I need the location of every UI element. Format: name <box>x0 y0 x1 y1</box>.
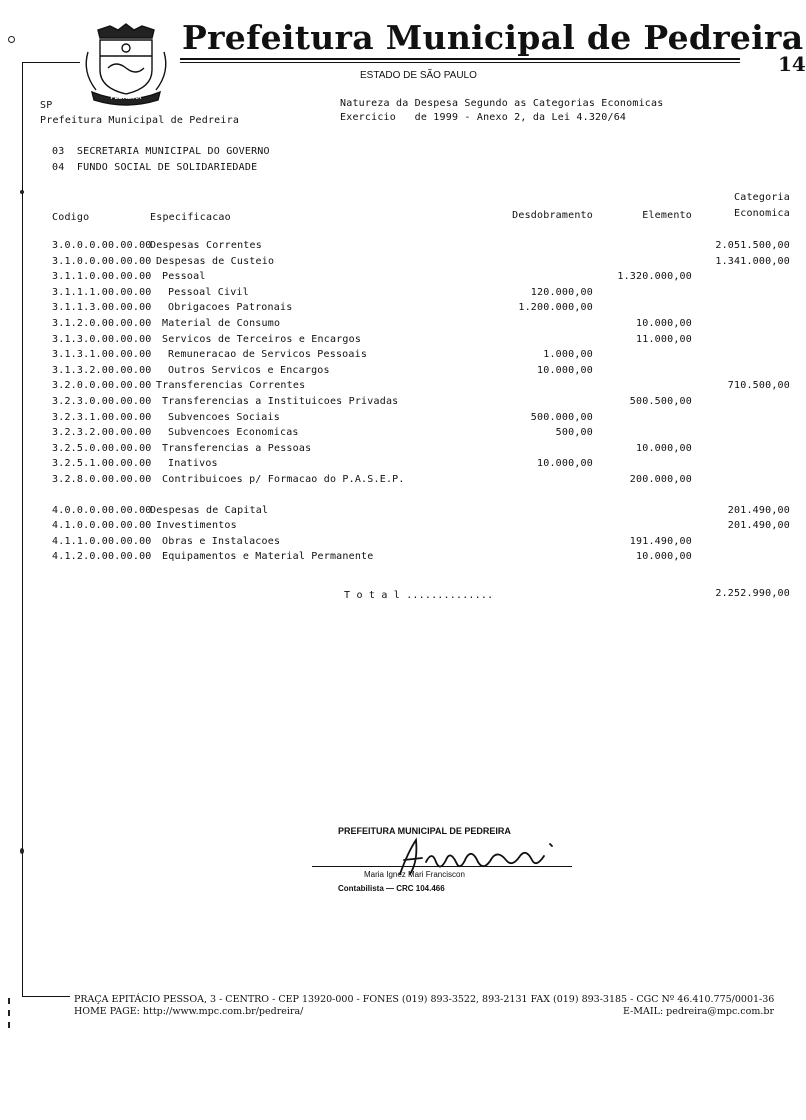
table-row <box>0 474 800 488</box>
row-code: 3.2.3.2.00.00.00 <box>52 427 152 439</box>
footer-email: E-MAIL: pedreira@mpc.com.br <box>622 1006 774 1017</box>
row-code: 3.2.3.0.00.00.00 <box>52 396 152 407</box>
row-categoria: 201.490,00 <box>727 520 790 532</box>
total-label: T o t a l .............. <box>344 590 494 601</box>
column-header-especificacao: Especificacao <box>150 212 231 223</box>
report-state: SP <box>40 100 53 111</box>
table-row <box>0 536 800 550</box>
table-row <box>0 551 800 565</box>
row-elemento: 191.490,00 <box>629 535 692 547</box>
margin-dash <box>8 1010 10 1016</box>
row-categoria: 201.490,00 <box>727 504 790 516</box>
row-description: Equipamentos e Material Permanente <box>162 551 374 563</box>
signatory-role: Contabilista — CRC 104.466 <box>338 884 445 893</box>
row-code: 3.2.5.1.00.00.00 <box>52 458 152 470</box>
table-row <box>0 271 800 285</box>
unit-line: 04 FUNDO SOCIAL DE SOLIDARIEDADE <box>52 162 258 173</box>
row-code: 3.1.3.1.00.00.00 <box>52 349 152 361</box>
row-code: 3.1.3.2.00.00.00 <box>52 364 152 376</box>
row-categoria: 710.500,00 <box>727 380 790 392</box>
row-description: Transferencias Correntes <box>156 380 306 392</box>
table-row <box>0 287 800 301</box>
table-row <box>0 443 800 457</box>
row-description: Contribuicoes p/ Formacao do P.A.S.E.P. <box>162 474 405 485</box>
footer-homepage: HOME PAGE: http://www.mpc.com.br/pedreira/ <box>74 1006 304 1017</box>
row-description: Despesas de Capital <box>150 504 269 516</box>
row-code: 3.2.5.0.00.00.00 <box>52 442 152 454</box>
table-row <box>0 349 800 363</box>
title-rule <box>180 58 740 60</box>
row-code: 3.1.2.0.00.00.00 <box>52 318 152 329</box>
row-elemento: 10.000,00 <box>636 442 692 454</box>
signatory-name: Maria Ignez Mari Franciscon <box>364 870 465 879</box>
row-elemento: 1.320.000,00 <box>617 271 692 283</box>
table-row <box>0 458 800 472</box>
row-desdobramento: 1.000,00 <box>543 349 593 361</box>
row-code: 3.0.0.0.00.00.00 <box>52 240 152 251</box>
row-code: 3.1.0.0.00.00.00 <box>52 255 152 267</box>
row-desdobramento: 1.200.000,00 <box>518 302 593 314</box>
table-row <box>0 412 800 426</box>
table-row <box>0 318 800 332</box>
total-value: 2.252.990,00 <box>715 588 790 599</box>
row-code: 4.1.0.0.00.00.00 <box>52 520 152 532</box>
row-description: Pessoal <box>162 271 206 283</box>
row-description: Pessoal Civil <box>168 286 249 298</box>
table-row <box>0 520 800 534</box>
binder-hole-mark <box>20 848 24 854</box>
column-header-categoria: Categoria <box>734 192 790 203</box>
footer-address: PRAÇA EPITÁCIO PESSOA, 3 - CENTRO - CEP 13920-000 - FONES (019) 893-3522, 893-2131 FAX (019) 893-3185 - CGC Nº 46.410.775/0001-36 <box>74 994 775 1005</box>
table-row <box>0 256 800 270</box>
row-desdobramento: 500.000,00 <box>530 411 593 423</box>
row-code: 3.1.3.0.00.00.00 <box>52 333 152 345</box>
margin-dash <box>8 1022 10 1028</box>
table-row <box>0 240 800 254</box>
frame-line <box>22 996 70 997</box>
report-exercise: Exercicio de 1999 - Anexo 2, da Lei 4.320/64 <box>340 112 627 123</box>
row-code: 4.0.0.0.00.00.00 <box>52 504 152 516</box>
row-elemento: 10.000,00 <box>636 318 692 329</box>
municipal-crest-logo <box>78 22 174 104</box>
frame-line <box>22 62 80 63</box>
table-row <box>0 427 800 441</box>
row-desdobramento: 120.000,00 <box>530 286 593 298</box>
binder-hole-mark <box>8 36 15 43</box>
column-header-economica: Economica <box>734 208 790 219</box>
row-code: 4.1.2.0.00.00.00 <box>52 551 152 563</box>
svg-text:PEDREIRA: PEDREIRA <box>110 95 142 101</box>
table-row <box>0 380 800 394</box>
report-entity: Prefeitura Municipal de Pedreira <box>40 115 240 126</box>
row-description: Despesas Correntes <box>150 240 262 251</box>
unit-line: 03 SECRETARIA MUNICIPAL DO GOVERNO <box>52 146 270 157</box>
report-title: Natureza da Despesa Segundo as Categorias Economicas <box>340 98 664 109</box>
row-desdobramento: 500,00 <box>555 427 593 439</box>
row-code: 3.2.0.0.00.00.00 <box>52 380 152 392</box>
margin-dash <box>8 998 10 1004</box>
row-elemento: 200.000,00 <box>629 474 692 485</box>
row-elemento: 10.000,00 <box>636 551 692 563</box>
row-desdobramento: 10.000,00 <box>537 458 593 470</box>
title-rule <box>180 62 740 63</box>
table-row <box>0 334 800 348</box>
row-description: Remuneracao de Servicos Pessoais <box>168 349 368 361</box>
row-description: Outros Servicos e Encargos <box>168 364 330 376</box>
row-desdobramento: 10.000,00 <box>537 364 593 376</box>
row-categoria: 1.341.000,00 <box>715 255 790 267</box>
letterhead-title: Prefeitura Municipal de Pedreira <box>182 18 804 57</box>
column-header-desdobramento: Desdobramento <box>512 210 593 221</box>
row-description: Material de Consumo <box>162 318 281 329</box>
row-description: Subvencoes Economicas <box>168 427 299 439</box>
row-code: 3.2.8.0.00.00.00 <box>52 474 152 485</box>
table-row <box>0 505 800 519</box>
row-description: Despesas de Custeio <box>156 255 275 267</box>
row-description: Subvencoes Sociais <box>168 411 280 423</box>
table-row <box>0 396 800 410</box>
column-header-codigo: Codigo <box>52 212 90 223</box>
row-description: Transferencias a Instituicoes Privadas <box>162 396 399 407</box>
row-elemento: 500.500,00 <box>629 396 692 407</box>
row-description: Servicos de Terceiros e Encargos <box>162 333 362 345</box>
page-number: 14 <box>778 52 806 76</box>
row-code: 4.1.1.0.00.00.00 <box>52 535 152 547</box>
row-code: 3.1.1.1.00.00.00 <box>52 286 152 298</box>
row-description: Investimentos <box>156 520 237 532</box>
row-code: 3.1.1.3.00.00.00 <box>52 302 152 314</box>
row-code: 3.2.3.1.00.00.00 <box>52 411 152 423</box>
row-description: Obras e Instalacoes <box>162 535 281 547</box>
signature-organization: PREFEITURA MUNICIPAL DE PEDREIRA <box>338 826 511 836</box>
table-row <box>0 302 800 316</box>
signature-line <box>312 866 572 867</box>
binder-hole-mark <box>20 190 24 194</box>
row-description: Transferencias a Pessoas <box>162 442 312 454</box>
row-description: Obrigacoes Patronais <box>168 302 293 314</box>
row-code: 3.1.1.0.00.00.00 <box>52 271 152 283</box>
column-header-elemento: Elemento <box>642 210 692 221</box>
row-elemento: 11.000,00 <box>636 333 692 345</box>
state-label: ESTADO DE SÃO PAULO <box>360 70 477 81</box>
table-row <box>0 365 800 379</box>
row-description: Inativos <box>168 458 218 470</box>
row-categoria: 2.051.500,00 <box>715 240 790 251</box>
